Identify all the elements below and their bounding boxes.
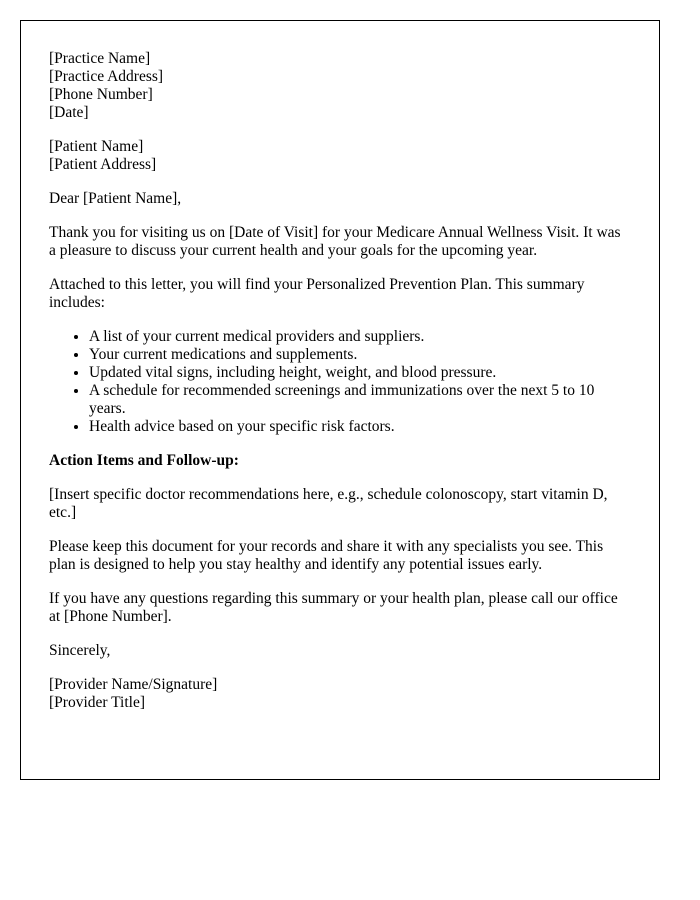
patient-name: [Patient Name] — [49, 138, 144, 155]
signature-block — [49, 676, 631, 712]
letter-date: [Date] — [49, 104, 89, 121]
practice-address: [Practice Address] — [49, 68, 164, 85]
letter-page — [20, 20, 660, 780]
list-item: • Updated vital signs, including height, weight, and blood pressure. — [89, 364, 631, 382]
intro-paragraph: Thank you for visiting us on [Date of Visit] for your Medicare Annual Wellness Visit. It was a pleasure to discuss your current health and your goals for the upcoming year. — [49, 224, 621, 259]
action-items-heading: Action Items and Follow-up: — [49, 452, 239, 469]
list-item: • Health advice based on your specific risk factors. — [89, 418, 631, 436]
provider-title: [Provider Title] — [49, 694, 146, 711]
recipient-address-block — [49, 138, 631, 174]
records-paragraph: Please keep this document for your records and share it with any specialists you see. This plan is designed to help you stay healthy and identify any potential issues early. — [49, 538, 604, 573]
summary-list — [49, 328, 631, 436]
practice-name: [Practice Name] — [49, 50, 151, 67]
provider-name: [Provider Name/Signature] — [49, 676, 218, 693]
sender-address-block — [49, 50, 631, 122]
action-items-paragraph: [Insert specific doctor recommendations here, e.g., schedule colonoscopy, start vitamin D, etc.] — [49, 486, 608, 521]
list-item: • A schedule for recommended screenings and immunizations over the next 5 to 10 years. — [89, 382, 631, 418]
attached-paragraph: Attached to this letter, you will find your Personalized Prevention Plan. This summary includes: — [49, 276, 585, 311]
patient-address: [Patient Address] — [49, 156, 157, 173]
questions-paragraph: If you have any questions regarding this summary or your health plan, please call our office at [Phone Number]. — [49, 590, 618, 625]
closing: Sincerely, — [49, 642, 111, 659]
salutation: Dear [Patient Name], — [49, 190, 182, 207]
list-item: • A list of your current medical providers and suppliers. — [89, 328, 631, 346]
list-item: • Your current medications and supplements. — [89, 346, 631, 364]
practice-phone: [Phone Number] — [49, 86, 153, 103]
